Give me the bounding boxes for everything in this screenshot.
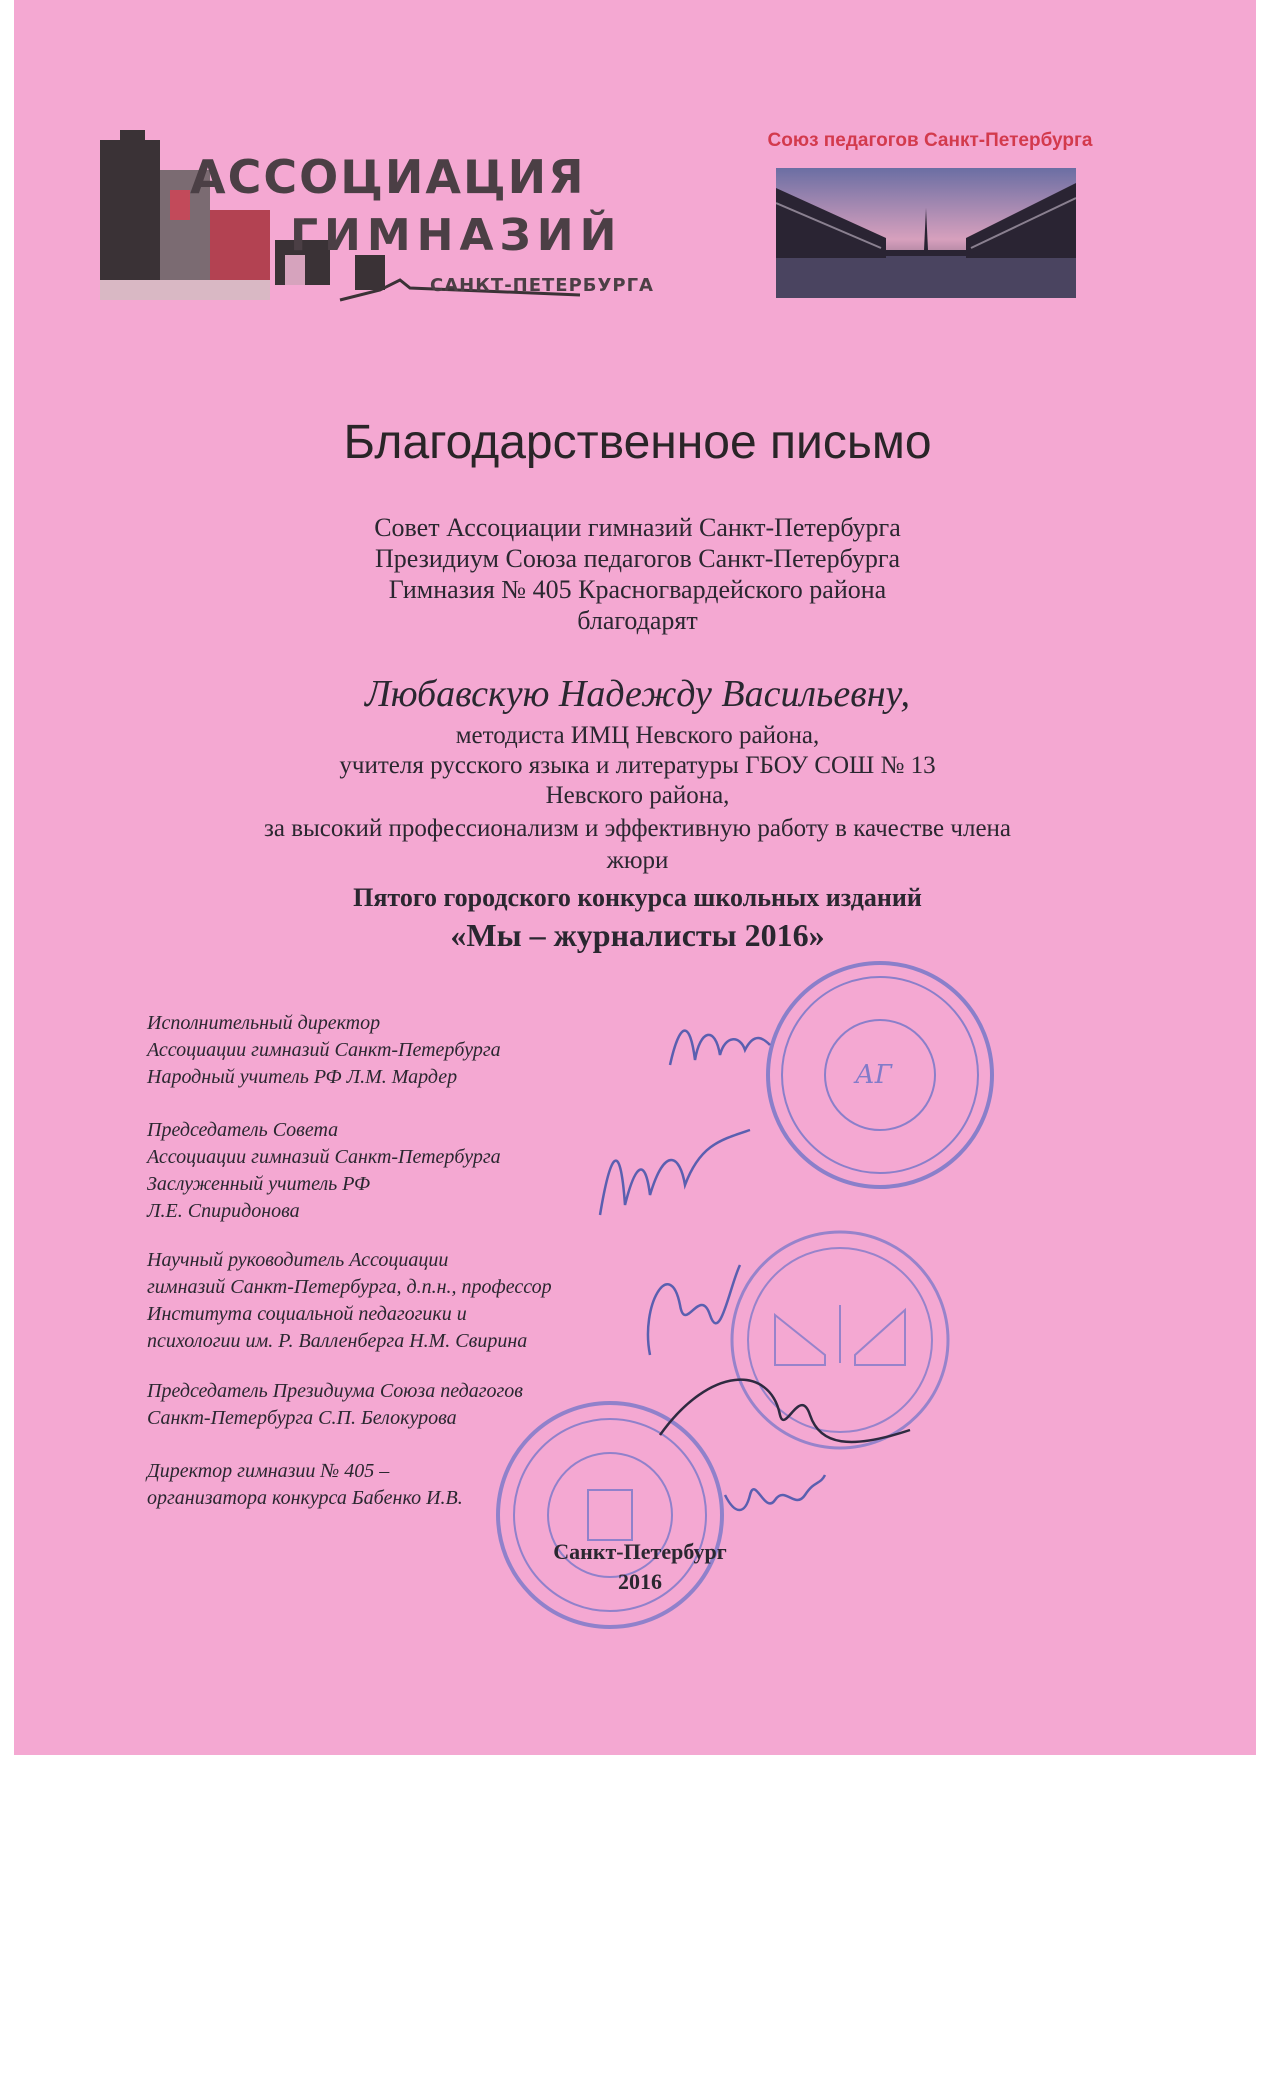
association-stamp xyxy=(760,955,1000,1195)
svg-text:АГ: АГ xyxy=(855,1060,892,1090)
signature-svirina xyxy=(630,1245,750,1365)
body-line: за высокий профессионализм и эффективную работу в качестве члена xyxy=(263,815,1012,842)
logo-line-association: АССОЦИАЦИЯ xyxy=(190,150,586,204)
association-logo xyxy=(100,130,680,315)
issuer-line: Совет Ассоциации гимназий Санкт-Петербурга xyxy=(374,513,901,542)
signature-spiridonova xyxy=(590,1115,760,1225)
signatory-line: Председатель Совета xyxy=(147,1119,339,1141)
body-line: методиста ИМЦ Невского района, xyxy=(455,722,820,749)
contest-line: Пятого городского конкурса школьных изданий xyxy=(353,883,922,912)
signatory-block xyxy=(147,1458,463,1512)
body-line: Невского района, xyxy=(545,782,730,809)
drawbridge-photo xyxy=(776,168,1076,298)
year: 2016 xyxy=(618,1569,662,1594)
signatory-line: психологии им. Р. Валленберга Н.М. Свирина xyxy=(147,1330,528,1352)
signatory-line: Л.Е. Спиридонова xyxy=(147,1200,300,1222)
contest-name: «Мы – журналисты 2016» xyxy=(450,917,825,953)
issuer-line: Президиум Союза педагогов Санкт-Петербурга xyxy=(374,544,901,573)
signature-marder xyxy=(665,1010,775,1080)
document-title: Благодарственное письмо xyxy=(343,416,932,469)
signatory-line: гимназий Санкт-Петербурга, д.п.н., профессор xyxy=(147,1276,552,1298)
signatory-line: Директор гимназии № 405 – xyxy=(147,1460,390,1482)
signatory-line: Председатель Президиума Союза педагогов xyxy=(147,1380,523,1402)
signatory-line: Научный руководитель Ассоциации xyxy=(147,1249,449,1271)
issuer-line: Гимназия № 405 Красногвардейского района xyxy=(388,575,887,604)
signatory-block xyxy=(147,1010,501,1091)
signatory-line: Санкт-Петербурга С.П. Белокурова xyxy=(147,1407,457,1429)
issuer-thanks: благодарят xyxy=(577,606,698,635)
signatory-block xyxy=(147,1378,523,1432)
signatory-line: организатора конкурса Бабенко И.В. xyxy=(147,1487,463,1509)
signatory-line: Ассоциации гимназий Санкт-Петербурга xyxy=(147,1146,501,1168)
signatory-line: Заслуженный учитель РФ xyxy=(147,1173,371,1195)
signature-babenko xyxy=(720,1455,830,1525)
place: Санкт-Петербург xyxy=(553,1539,727,1564)
signatory-line: Народный учитель РФ Л.М. Мардер xyxy=(147,1066,458,1088)
logo-line-gymnasiums: ГИМНАЗИЙ xyxy=(290,210,623,261)
signatory-line: Исполнительный директор xyxy=(147,1012,381,1034)
signatory-line: Ассоциации гимназий Санкт-Петербурга xyxy=(147,1039,501,1061)
signatory-block xyxy=(147,1247,552,1355)
body-line: учителя русского языка и литературы ГБОУ СОШ № 13 xyxy=(339,752,936,779)
signature-belokurova xyxy=(650,1355,920,1465)
union-title: Союз педагогов Санкт-Петербурга xyxy=(767,130,1093,151)
body-line: жюри xyxy=(606,847,669,874)
logo-line-city: САНКТ-ПЕТЕРБУРГА xyxy=(430,275,654,296)
honoree-name: Любавскую Надежду Васильевну, xyxy=(364,673,911,715)
signatory-block xyxy=(147,1117,501,1225)
signatory-line: Института социальной педагогики и xyxy=(147,1303,467,1325)
